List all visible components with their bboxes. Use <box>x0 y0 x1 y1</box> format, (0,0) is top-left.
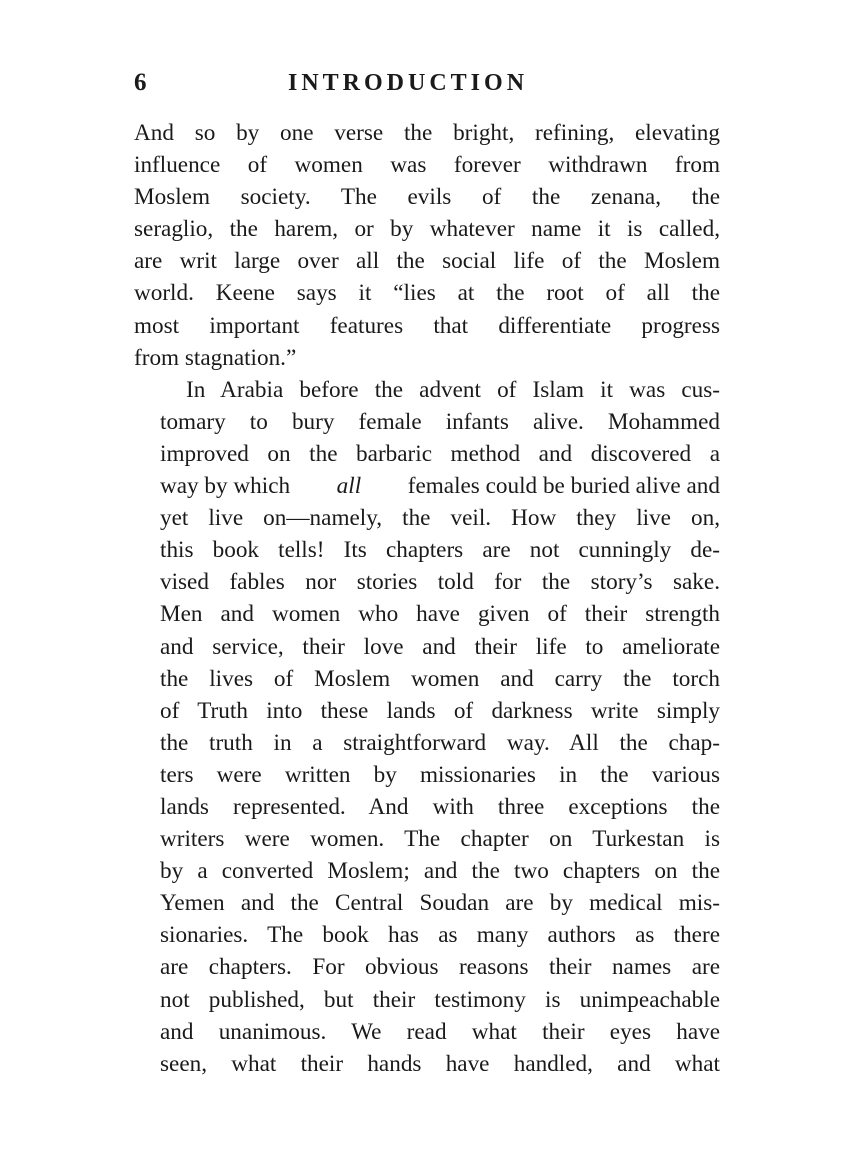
running-title: INTRODUCTION <box>288 70 529 96</box>
text-line: seraglio, the harem, or by whatever name it is called, <box>134 216 720 243</box>
text-line: this book tells! Its chapters are not cunningly de- <box>160 537 720 564</box>
text-line: and service, their love and their life to ameliorate <box>160 633 720 660</box>
text-line: yet live on—namely, the veil. How they live on, <box>160 505 720 532</box>
text-line: improved on the barbaric method and discovered a <box>160 440 720 467</box>
text-line <box>134 470 720 502</box>
text-segment: females could be buried alive and <box>407 473 720 500</box>
text-line <box>134 1112 720 1144</box>
text-line: the lives of Moslem women and carry the torch <box>160 665 720 692</box>
text-line: influence of women was forever withdrawn from <box>134 152 720 179</box>
text-line: In Arabia before the advent of Islam it was cus- <box>186 376 720 403</box>
text-line: sionaries. The book has as many authors as there <box>160 922 720 949</box>
text-line: Yemen and the Central Soudan are by medical mis- <box>160 890 720 917</box>
text-line <box>134 1080 720 1112</box>
text-line: not published, but their testimony is unimpeachable <box>160 986 720 1013</box>
text-line: world. Keene says it “lies at the root of all the <box>134 280 720 307</box>
text-line: ters were written by missionaries in the various <box>160 761 720 788</box>
text-line: Men and women who have given of their strength <box>160 601 720 628</box>
text-segment: way by which <box>160 473 291 500</box>
text-line: of Truth into these lands of darkness write simply <box>160 697 720 724</box>
text-line: from stagnation.” <box>134 344 297 371</box>
text-line: lands represented. And with three exceptions the <box>160 793 720 820</box>
text-line: tomary to bury female infants alive. Mohammed <box>160 408 720 435</box>
text-line: writers were women. The chapter on Turkestan is <box>160 826 720 853</box>
text-line: the truth in a straightforward way. All the chap- <box>160 729 720 756</box>
text-line: vised fables nor stories told for the story’s sake. <box>160 569 720 596</box>
running-head <box>134 66 720 100</box>
paragraph <box>134 374 720 1144</box>
text-line: And so by one verse the bright, refining, elevating <box>134 120 720 146</box>
text-line: seen, what their hands have handled, and what <box>160 1050 720 1077</box>
paragraph <box>134 117 720 374</box>
text-line: most important features that differentiate progress <box>134 312 720 339</box>
text-line: are chapters. For obvious reasons their names are <box>160 954 720 981</box>
body-text <box>134 117 720 1144</box>
text-line: Moslem society. The evils of the zenana, the <box>134 184 720 211</box>
emphasized-word: all <box>336 473 362 500</box>
page-number: 6 <box>134 69 147 96</box>
text-line: by a converted Moslem; and the two chapters on the <box>160 858 720 885</box>
text-line: and unanimous. We read what their eyes have <box>160 1018 720 1045</box>
text-line: are writ large over all the social life of the Moslem <box>134 248 720 275</box>
